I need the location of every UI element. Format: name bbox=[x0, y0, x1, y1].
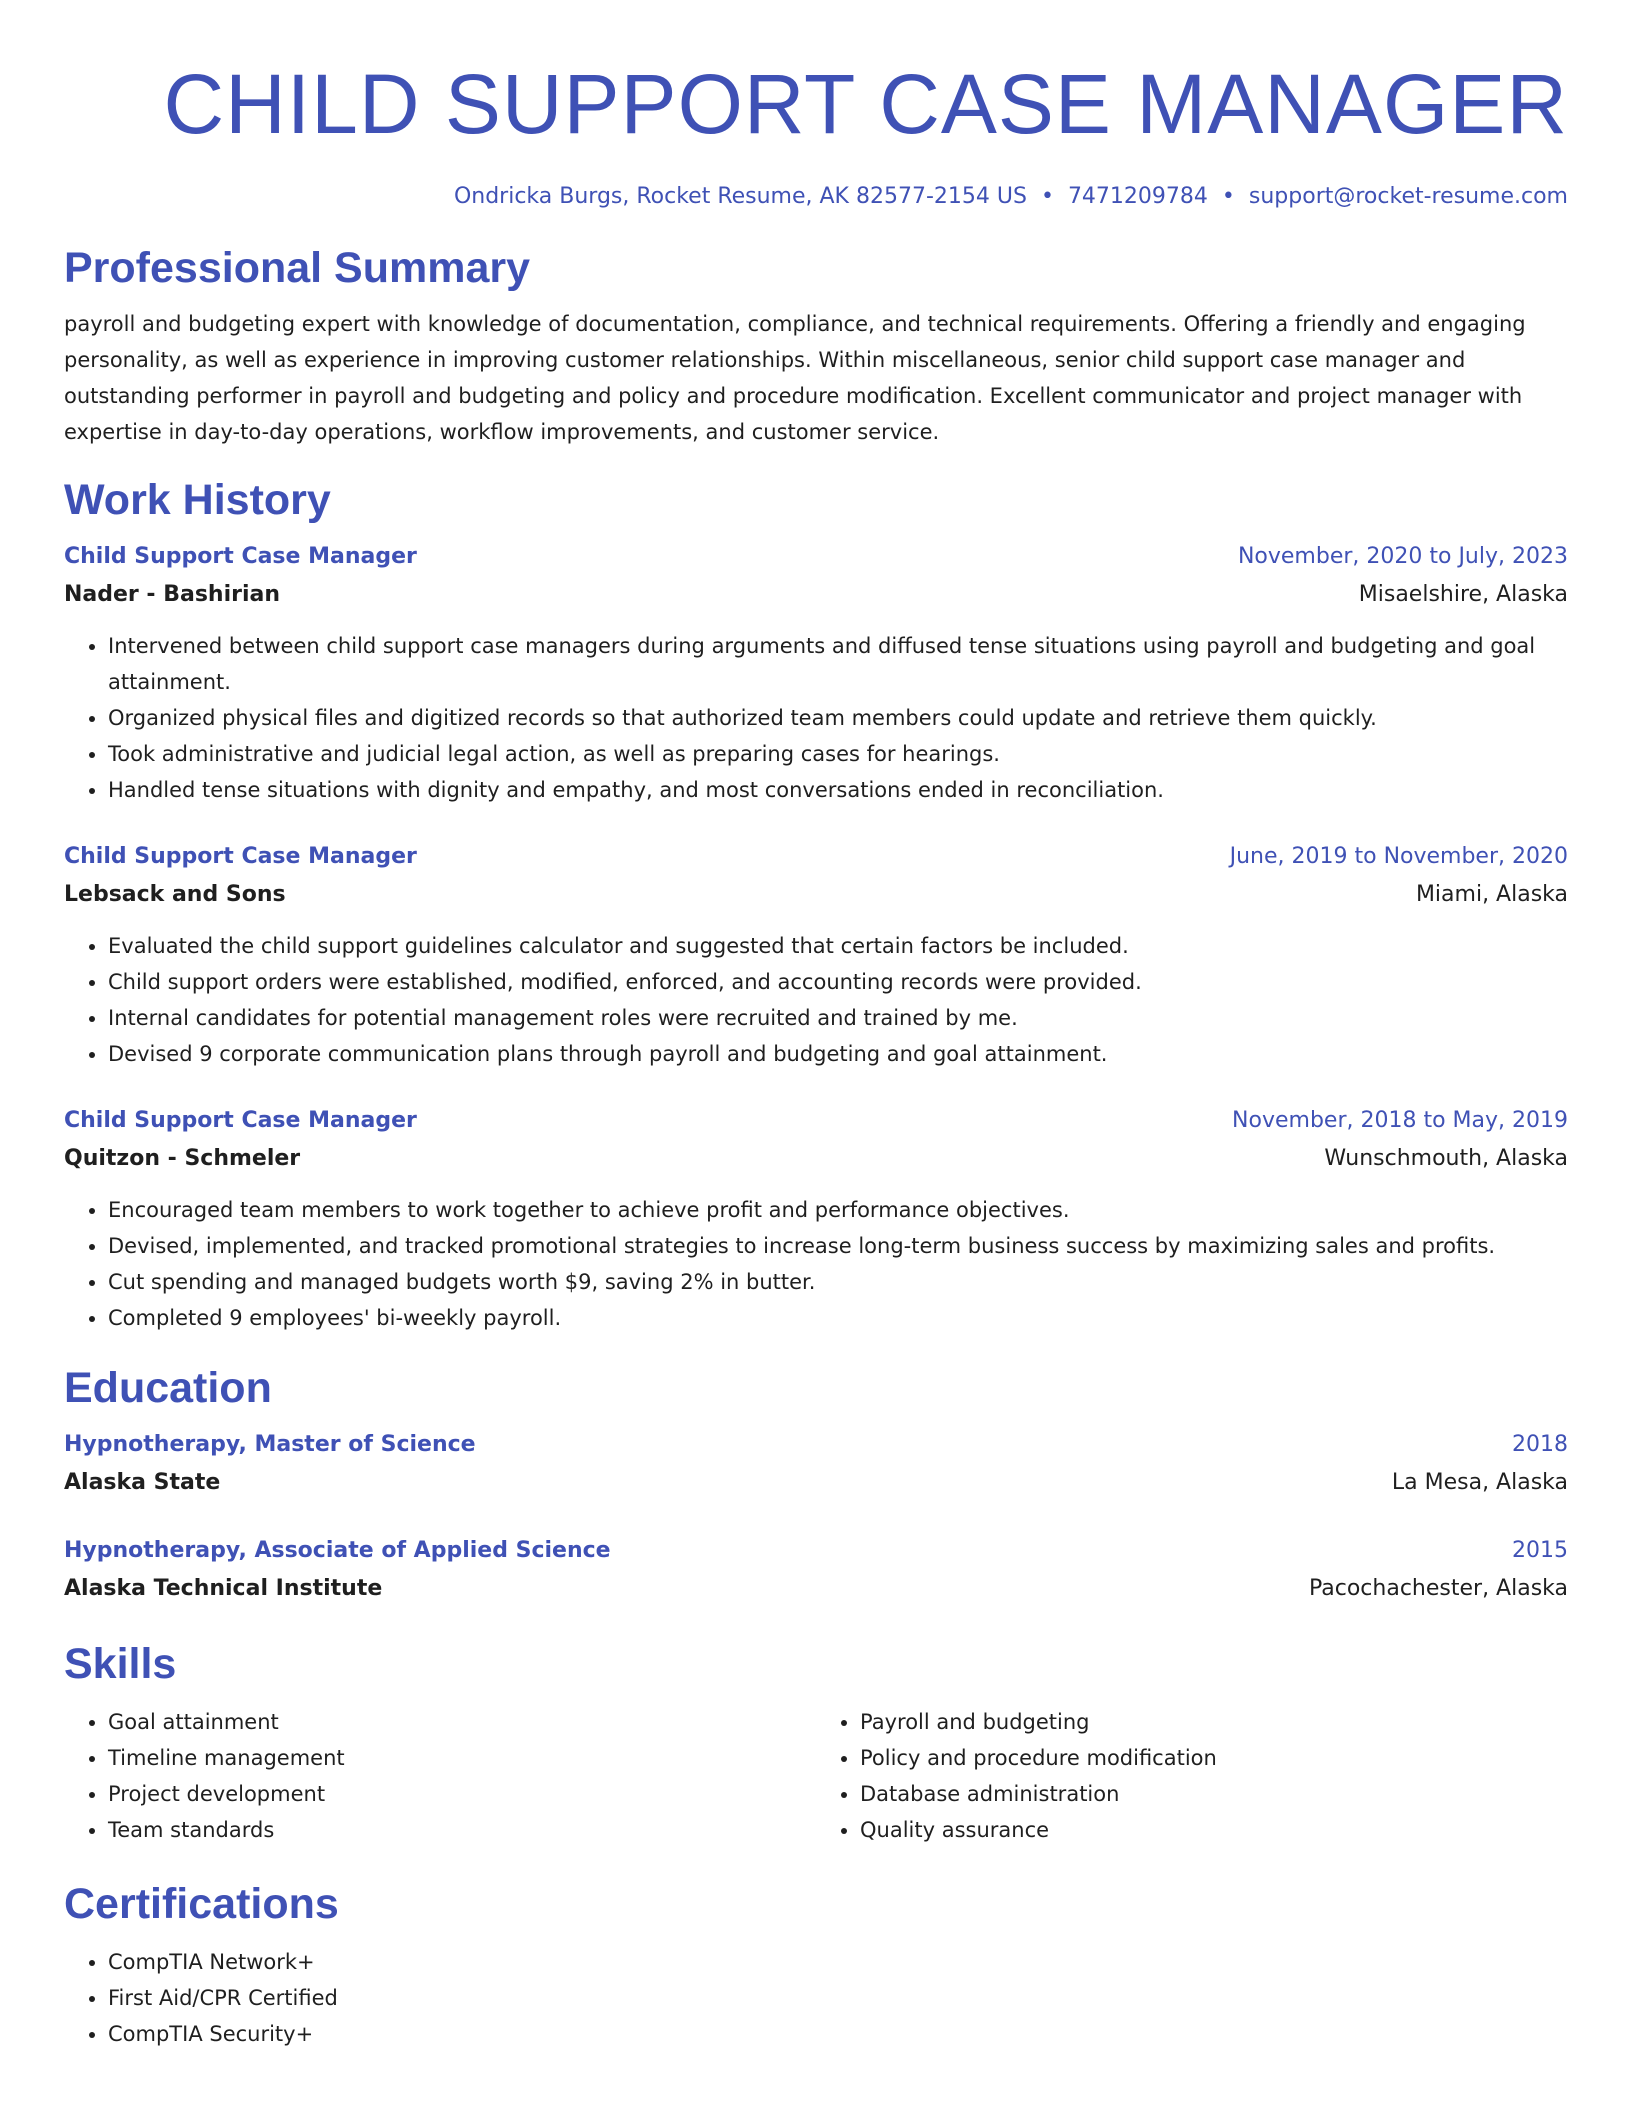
skills-columns bbox=[64, 1690, 1568, 1848]
job-bullet: • Cut spending and managed budgets worth $9, saving 2% in butter. bbox=[108, 1264, 1568, 1300]
skills-heading: Skills bbox=[64, 1640, 177, 1688]
school-name: Alaska State bbox=[64, 1470, 221, 1495]
job-company: Quitzon - Schmeler bbox=[64, 1146, 301, 1171]
school-location: La Mesa, Alaska bbox=[1391, 1470, 1568, 1495]
job-bullet: • Handled tense situations with dignity and empathy, and most conversations ended in reconciliation. bbox=[108, 772, 1568, 808]
job-dates: November, 2020 to July, 2023 bbox=[1237, 544, 1568, 569]
job-bullet-list bbox=[64, 1192, 1568, 1336]
school-name: Alaska Technical Institute bbox=[64, 1576, 383, 1601]
job-bullet: • Completed 9 employees' bi-weekly payroll. bbox=[108, 1300, 1568, 1336]
summary-text: payroll and budgeting expert with knowledge of documentation, compliance, and technical requirements. Offering a friendly and engaging personality, as well as experience in improving customer relationships. Within miscellaneous, senior child support case manager and outstanding performer in payroll and budgeting and policy and procedure modification. Excellent communicator and project manager with expertise in day-to-day operations, workflow improvements, and customer service. bbox=[64, 312, 1526, 444]
job-bullet: • Child support orders were established, modified, enforced, and accounting records were provided. bbox=[108, 964, 1568, 1000]
job-entry bbox=[64, 538, 1568, 808]
degree-year: 2018 bbox=[1512, 1432, 1568, 1457]
job-title: Child Support Case Manager bbox=[64, 844, 417, 869]
degree-title: Hypnotherapy, Associate of Applied Science bbox=[64, 1538, 611, 1563]
job-location: Wunschmouth, Alaska bbox=[1324, 1146, 1568, 1171]
contact-email: support@rocket-resume.com bbox=[1248, 184, 1568, 209]
skill-item: • Timeline management bbox=[108, 1740, 816, 1776]
job-bullet: • Evaluated the child support guidelines calculator and suggested that certain factors be included. bbox=[108, 928, 1568, 964]
certifications-list bbox=[64, 1944, 1568, 2052]
skill-item: • Policy and procedure modification bbox=[860, 1740, 1568, 1776]
school-location: Pacochachester, Alaska bbox=[1308, 1576, 1568, 1601]
certification-item: • CompTIA Security+ bbox=[108, 2016, 1568, 2052]
contact-address: Ondricka Burgs, Rocket Resume, AK 82577-2154 US bbox=[453, 184, 1027, 209]
job-dates: November, 2018 to May, 2019 bbox=[1232, 1108, 1568, 1133]
skill-item: • Project development bbox=[108, 1776, 816, 1812]
job-company: Lebsack and Sons bbox=[64, 882, 286, 907]
skill-item: • Goal attainment bbox=[108, 1704, 816, 1740]
job-bullet: • Took administrative and judicial legal action, as well as preparing cases for hearings. bbox=[108, 736, 1568, 772]
skills-list-left bbox=[64, 1704, 816, 1848]
job-dates: June, 2019 to November, 2020 bbox=[1229, 844, 1568, 869]
resume-page bbox=[64, 0, 1568, 2052]
resume-title: CHILD SUPPORT CASE MANAGER bbox=[163, 57, 1568, 151]
summary-heading: Professional Summary bbox=[64, 244, 531, 292]
skill-item: • Team standards bbox=[108, 1812, 816, 1848]
job-entry bbox=[64, 838, 1568, 1072]
education-entry bbox=[64, 1532, 1568, 1608]
job-title: Child Support Case Manager bbox=[64, 544, 417, 569]
job-location: Miami, Alaska bbox=[1415, 882, 1568, 907]
job-bullet: • Devised, implemented, and tracked promotional strategies to increase long-term business success by maximizing sales and profits. bbox=[108, 1228, 1568, 1264]
job-location: Misaelshire, Alaska bbox=[1358, 582, 1568, 607]
job-company: Nader - Bashirian bbox=[64, 582, 281, 607]
certification-item: • CompTIA Network+ bbox=[108, 1944, 1568, 1980]
education-heading: Education bbox=[64, 1364, 272, 1412]
work-history-heading: Work History bbox=[64, 476, 331, 524]
job-entry bbox=[64, 1102, 1568, 1336]
job-bullet: • Intervened between child support case managers during arguments and diffused tense situations using payroll and budgeting and goal attainment. bbox=[108, 628, 1568, 700]
job-title: Child Support Case Manager bbox=[64, 1108, 417, 1133]
skill-item: • Database administration bbox=[860, 1776, 1568, 1812]
education-entry bbox=[64, 1426, 1568, 1502]
job-bullet: • Organized physical files and digitized records so that authorized team members could update and retrieve them quickly. bbox=[108, 700, 1568, 736]
contact-phone: 7471209784 bbox=[1067, 184, 1208, 209]
skills-list-right bbox=[816, 1704, 1568, 1848]
degree-title: Hypnotherapy, Master of Science bbox=[64, 1432, 476, 1457]
job-bullet: • Devised 9 corporate communication plans through payroll and budgeting and goal attainment. bbox=[108, 1036, 1568, 1072]
degree-year: 2015 bbox=[1512, 1538, 1568, 1563]
contact-separator: • bbox=[1221, 184, 1235, 209]
skill-item: • Quality assurance bbox=[860, 1812, 1568, 1848]
job-bullet: • Encouraged team members to work together to achieve profit and performance objectives. bbox=[108, 1192, 1568, 1228]
certifications-heading: Certifications bbox=[64, 1880, 339, 1928]
job-bullet-list bbox=[64, 628, 1568, 808]
contact-separator: • bbox=[1040, 184, 1054, 209]
certification-item: • First Aid/CPR Certified bbox=[108, 1980, 1568, 2016]
job-bullet-list bbox=[64, 928, 1568, 1072]
skill-item: • Payroll and budgeting bbox=[860, 1704, 1568, 1740]
contact-line bbox=[64, 182, 1568, 212]
job-bullet: • Internal candidates for potential management roles were recruited and trained by me. bbox=[108, 1000, 1568, 1036]
